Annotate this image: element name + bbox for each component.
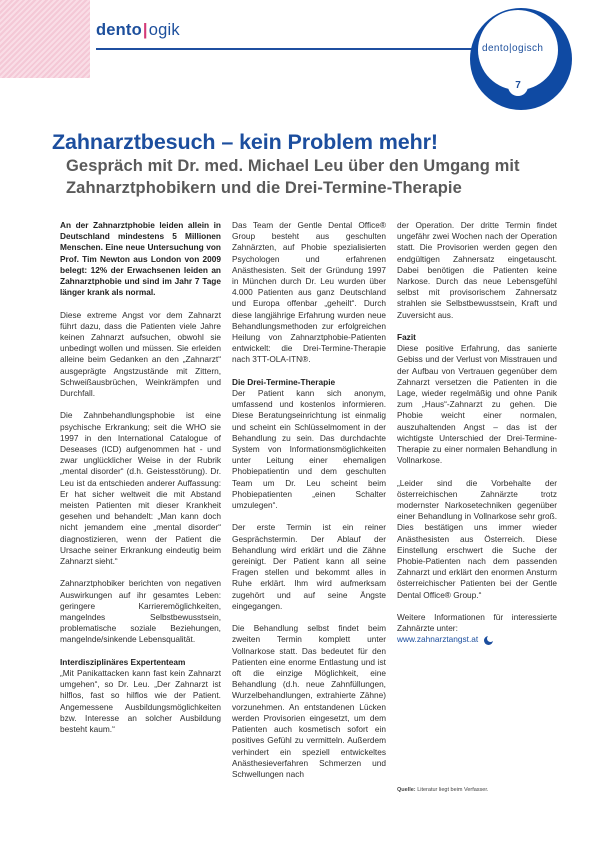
source-note xyxy=(397,787,488,793)
text-column-2 xyxy=(232,220,386,780)
header-rule xyxy=(96,48,488,50)
text-column-3 xyxy=(397,220,557,646)
page-number: 7 xyxy=(508,76,528,96)
paragraph: „Mit Panikattacken kann fast kein Zahnarzt umgehen“, so Dr. Leu. „Der Zahnarzt ist hilflos, fast so hilflos wie der Patient. Angemessene Ausbildungsmöglichkeiten bzw. Interesse an solcher Ausbildung besteht kaum.“ xyxy=(60,668,221,735)
text-column-1 xyxy=(60,220,221,746)
badge-label: dento|ogisch xyxy=(482,43,544,54)
website-link-row xyxy=(397,634,557,645)
logo-part2: ogik xyxy=(148,21,180,39)
paragraph: der Operation. Der dritte Termin findet ungefähr zwei Wochen nach der Operation statt. Die Provisorien werden gegen den endgültigen Zahnersatz eingetauscht. Dabei benötigen die Patienten keine Narkose. Durch das neue Lebensgefühl selbst mit provisorischem Zahnersatz strahlen sie Selbstbewusstsein, Kraft und Zuversicht aus. xyxy=(397,220,557,320)
paragraph: Diese positive Erfahrung, das sanierte Gebiss und der Verlust von Misstrauen und der Aufbau von Vertrauen gegenüber dem Zahnarzt versetzen die Patienten in die Lage, wieder regelmäßig und ohne Panik zum „Haus“-Zahnarzt zu gehen. Die Phobie weicht einer normalen, auszuhaltenden Angst – das ist der wichtigste Unterschied der Drei-Termine-Therapie zu einer normalen Behandlung in Vollnarkose. xyxy=(397,343,557,466)
article-title: Zahnarztbesuch – kein Problem mehr! xyxy=(52,130,438,154)
section-heading: Die Drei-Termine-Therapie xyxy=(232,376,336,387)
website-link[interactable]: www.zahnarztangst.at xyxy=(397,634,479,645)
paragraph: Die Behandlung selbst findet beim zweiten Termin komplett unter Vollnarkose statt. Das bedeutet für den Patienten eine enorme Entlastung und ist oft die einzige Möglichkeit, eine Behandlung (d.h. neue Zahnfüllungen, Wurzelbehandlungen, extrahierte Zähne) vorzunehmen. An entstandenen Lücken werden Provisorien eingesetzt, um dem Patienten auch kosmetisch sofort ein positives Gefühl zu vermitteln. Außerdem verhindert ein speziell entwickeltes Anästhesieverfahren Schmerzen und Schwellungen nach xyxy=(232,623,386,779)
paragraph: Das Team der Gentle Dental Office® Group besteht aus geschulten Zahnärzten, auf Phobie spezialisierten Psychologen und erfahrenen Anästhesisten. Seit der Gründung 1997 in München durch Dr. Leu wurden über 4.000 Patienten aus ganz Deutschland und Europa offenbar „geheilt“. Durch diese langjährige Erfahrung wurden neue Behandlungsmethoden zur erfolgreichen Heilung von Zahnarztphobie-Patienten entwickelt: die Drei-Termine-Therapie nach 3TT-OLA-ITN®. xyxy=(232,220,386,365)
section-heading: Interdisziplinäres Expertenteam xyxy=(60,656,186,667)
section-heading: Fazit xyxy=(397,332,416,343)
source-text: Literatur liegt beim Verfasser. xyxy=(417,787,489,793)
quote-paragraph: „Leider sind die Vorbehalte der österreichischen Zahnärzte trotz modernster Narkosetechniken gegenüber einer Behandlung in Vollnarkose sehr groß. Dies bestätigen uns immer wieder Anästhesisten aus Österreich. Diese Einstellung erschwert die Suche der Phobie-Patienten nach dem passenden Zahnarzt und erklärt den enormen Ansturm österreichischer Patienten bei der Gentle Dental Office® Group.“ xyxy=(397,477,557,600)
lead-paragraph: An der Zahnarztphobie leiden allein in Deutschland mindestens 5 Millionen Menschen. Eine neue Untersuchung von Prof. Tim Newton aus London von 2009 belegt: 12% der Erwachsenen leiden an Zahnarztphobie und sind im Jahr 7 Tage länger krank als normal. xyxy=(60,220,221,298)
logo-part1: dento xyxy=(96,21,142,39)
paragraph: Zahnarztphobiker berichten von negativen Auswirkungen auf ihr gesamtes Leben: geringere Karrieremöglichkeiten, mangelndes Selbstbewusstsein, problematische soziale Beziehungen, mangelnde/sinkende Lebensqualität. xyxy=(60,578,221,645)
article-subtitle: Gespräch mit Dr. med. Michael Leu über den Umgang mit Zahnarztphobikern und die Drei-Termine-Therapie xyxy=(66,157,520,197)
paragraph: Der Patient kann sich anonym, umfassend und kostenlos informieren. Diese Beratungseinrichtung ist einmalig und scheint ein Schlüsselmoment in der Behandlung zu sein. Das durchdachte System von Informationsmöglichkeiten unter Leitung einer ehemaligen Phobiepatientin und dem geschulten Team um Dr. Leu scheint beim Phobiepatienten „einen Schalter umzulegen“. xyxy=(232,388,386,511)
header-decoration xyxy=(0,0,90,78)
brand-logo xyxy=(96,21,180,40)
source-label: Quelle: xyxy=(397,787,416,793)
moon-logo-icon xyxy=(484,636,493,645)
paragraph: Weitere Informationen für interessierte Zahnärzte unter: xyxy=(397,612,557,634)
paragraph: Die Zahnbehandlungsphobie ist eine psychische Erkrankung; seit die WHO sie 1997 in den International Catalogue of Deseases (ICD) aufgenommen hat - und zwar unglücklicher Weise in der Rubrik „mental disorder“ (d.h. Geistesstörung). Dr. Leu ist da entschieden anderer Auffassung: Er hat sicher weltweit die mit Abstand meisten Patienten mit dieser Krankheit gesehen und behandelt: „Man kann doch nicht jemandem eine „mental disorder“ diagnostizieren, wenn der Patient die Ursache seiner Erkrankung eindeutig beim Zahnarzt sieht.“ xyxy=(60,410,221,567)
logo-divider: | xyxy=(142,21,148,39)
paragraph: Diese extreme Angst vor dem Zahnarzt führt dazu, dass die Patienten viele Jahre keinen Zahnarzt aufsuchen, obwohl sie unbedingt wollen und müssen. Sie erleiden alleine beim Gedanken an den „Zahnarzt“ ausgeprägte Angstzustände mit Zittern, Schweißausbrüchen, Weinkrämpfen und Durchfall. xyxy=(60,309,221,399)
paragraph: Der erste Termin ist ein reiner Gesprächstermin. Der Ablauf der Behandlung wird erklärt und die Zähne gereinigt. Der Patient kann all seine Fragen stellen und bekommt alles in Ruhe erklärt. Ihm wird aufmerksam zugehört und auf seine Ängste eingegangen. xyxy=(232,522,386,611)
